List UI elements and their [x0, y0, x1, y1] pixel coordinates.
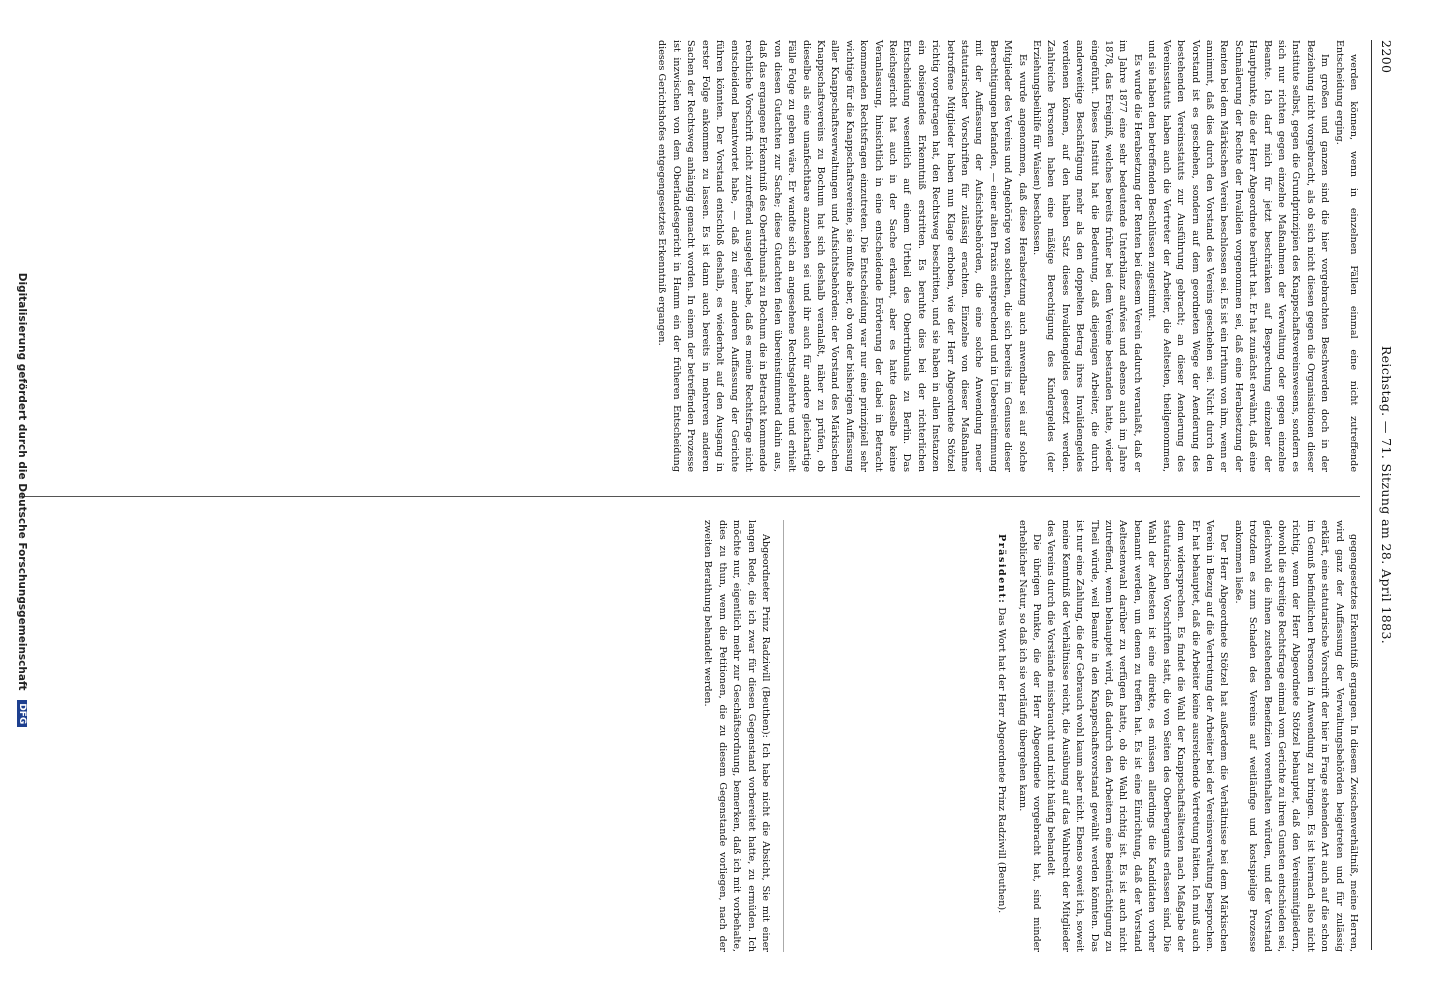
paragraph: Es wurde die Herabsetzung der Renten bei diesem Verein dadurch veranlaßt, daß er im Jahre 1877 eine sehr bedeutende Unterbilanz aufwies und ebenso auch im Jahre 1878, das Ereigniß, welches bereits früher bei dem Vereine bestanden hatte, wieder eingeführt. Dieses Institut hat die Bedeutung, daß diejenigen Arbeiter, die durch anderweitige Beschäftigung mehr als den doppelten Betrag ihres Invalidengeldes verdienen können, auf den halben Satz dieses Invalidengeldes gesetzt werden. Zahlreiche Personen haben eine mäßige Berechtigung des Kindergeldes (der Erziehungsbeihilfe für Waisen) beschlossen. — [1031, 40, 1143, 472]
paragraph: werden können, wenn in einzelnen Fällen einmal eine nicht zutreffende Entscheidung erging. — [1333, 40, 1359, 472]
paragraph: Die übrigen Punkte, die der Herr Abgeordnete vorgebracht hat, sind minder erheblicher Natur, so daß ich sie vorläufig übergehen kann. — [1016, 520, 1043, 952]
page-title: Reichstag. — 71. Sitzung am 28. April 1883. — [1379, 345, 1394, 645]
header-rule — [1371, 40, 1372, 950]
digitization-footer — [4, 0, 28, 1000]
speaker-text: Das Wort hat der Herr Abgeordnete Prinz Radziwill (Beuthen). — [996, 607, 1008, 914]
page-number: 2200 — [1379, 40, 1394, 74]
page-header — [1372, 40, 1394, 950]
paragraph: Es wurde angenommen, daß diese Herabsetzung auch anwendbar sei auf solche Mitglieder des Vereins und Angehörige von solchen, die sich bereits im Genusse dieser Berechtigungen befanden, — einer alten Praxis entsprechend und in Uebereinstimmung mit der Auffassung der Aufsichtsbehörden, die eine solche Anwendung neuer statutarischer Vorschriften für zulässig erachten. Einzelne von dieser Maßnahme betroffene Mitglieder haben nun Klage erhoben, wie der Herr Abgeordnete Stötzel richtig vorgetragen hat, den Rechtsweg beschritten, und sie haben in allen Instanzen ein obsiegendes Erkenntniß erstritten. Es beruhte dies bei der richterlichen Entscheidung wesentlich auf einem Urtheil des Obertribunals zu Berlin. Das Reichsgericht hat auch in der Sache erkannt, aber es hatte dasselbe keine Veranlassung, hinsichtlich in eine entscheidende Erörterung der dabei in Betracht kommenden Rechtsfragen einzutreten. Die Entscheidung war nur eine prinzipiell sehr wichtige für die Knappschaftsvereine, sie mußte aber, ob von der bisherigen Auffassung aller Knappschaftsverwaltungen und Aufsichtsbehörden: der Vorstand des Märkischen Knappschaftsvereins zu Bochum hat sich deshalb veranlaßt, näher zu prüfen, ob dieselbe als eine unanfechtbare anzusehen sei und ihr auch für andere gleichartige Fälle Folge zu geben wäre. Er wandte sich an angesehene Rechtsgelehrte und erhielt von diesen Gutachten zur Sache; diese Gutachten fielen übereinstimmend dahin aus, daß das ergangene Erkenntniß des Obertribunals zu Bochum die in Betracht kommende rechtliche Vorschrift nicht zutreffend ausgelegt habe, daß es meine Rechtsfrage nicht entscheidend beantwortet habe, — daß zu einer anderen Auffassung der Gerichte führen könnten. Der Vorstand entschloß deshalb, es wiederholt auf den Ausgang in erster Folge ankommen zu lassen. Es ist dann auch bereits in mehreren anderen Sachen der Rechtsweg anhängig gemacht worden. In einem der betreffenden Prozesse ist inzwischen von dem Oberlandesgericht in Hamm ein der früheren Entscheidung dieses Gerichtshofes entgegengesetztes Erkenntniß ergangen. — [656, 40, 1028, 472]
text-column-left — [12, 40, 1360, 472]
paragraph: Im großen und ganzen sind die hier vorgebrachten Beschwerden doch in der Beziehung nicht vorgebracht, als ob sich nicht diesen gegen die Organisationen dieser Institute selbst, gegen die Grundprinzipien des Knappschaftsvereinswesens, sondern es sich nur richten gegen einzelne Maßnahmen der Verwaltung oder gegen einzelne Beamte. Ich darf mich für jetzt beschränken auf Besprechung einzelner der Hauptpunkte, die der Herr Abgeordnete berührt hat. Er hat zunächst erwähnt, daß eine Schmälerung der Rechte der Invaliden vorgenommen sei, daß eine Herabsetzung der Renten bei dem Märkischen Verein beschlossen sei. Es ist ein Irrthum von ihm, wenn er annimmt, daß dies durch den Vorstand des Vereins geschehen sei. Nicht durch den Vorstand ist es geschehen, sondern auf dem geordneten Wege der Aenderung des bestehenden Vereinsstatuts zur Ausführung gebracht; an dieser Aenderung des Vereinsstatuts haben auch die Vertreter der Arbeiter, die Aeltesten, theilgenommen, und sie haben den betreffenden Beschlüssen zugestimmt. — [1146, 40, 1331, 472]
column-divider — [20, 496, 1360, 497]
footer-text: Digitalisierung gefördert durch die Deutsche Forschungsgemeinschaft — [16, 272, 28, 691]
paragraph: Abgeordneter Prinz Radziwill (Beuthen): Ich habe nicht die Absicht, Sie mit einer langen Rede, die ich zwar für diesen Gegenstand vorbereitet hatte, zu ermüden. Ich möchte nur, eigentlich mehr zur Geschäftsordnung, bemerken, daß ich mit vorbehalte, dies zu thun, wenn die Petitionen, die zu diesem Gegenstande vorliegen, nach der zweiten Berathung behandelt werden. — [702, 520, 771, 952]
paragraph: gegengesetztes Erkenntniß ergangen. In diesem Zwischenverhältniß, meine Herren, wird ganz der Auffassung der Verwaltungsbehörden beigetreten und für zulässig erklärt, eine statutarische Vorschrift der hier in Frage stehenden Art auch auf die schon im Genuß befindlichen Personen in Anwendung zu bringen. Es ist hiernach also nicht richtig, wenn der Herr Abgeordnete Stötzel behauptet, daß den Vereinsmitgliedern, obwohl die streitige Rechtsfrage einmal vom Gerichte zu ihren Gunsten entschieden sei, gleichwohl die ihnen zustehenden Benefizien vorenthalten würden, und der Vorstand trotzdem es zum Schaden des Vereins auf weitläufige und kostspielige Prozesse ankommen ließe. — [1232, 520, 1359, 952]
speaker-paragraph — [994, 520, 1008, 952]
text-column-right-continued — [572, 520, 772, 952]
section-rule — [783, 520, 784, 952]
dfg-logo: DFG — [17, 700, 27, 727]
speaker-name: Präsident: — [996, 534, 1008, 605]
paragraph: Der Herr Abgeordnete Stötzel hat außerdem die Verhältnisse bei dem Märkischen Verein in Bezug auf die Vertretung der Arbeiter bei der Vereinsverwaltung besprochen. Er hat behauptet, daß die Arbeiter keine ausreichende Vertretung hätten. Ich muß auch dem widersprechen. Es findet die Wahl der Knappschaftsältesten nach Maßgabe der statutarischen Vorschriften statt, die von Seiten des Oberbergamts erlassen sind. Die Wahl der Aeltesten ist eine direkte, es müssen allerdings die Kandidaten vorher benannt werden, um denen zu treffen hat. Es ist eine Einrichtung, daß der Vorstand Aeltestenwahl darüber zu verfügen hatte, ob die Wahl richtig ist. Es ist auch nicht zutreffend, wenn behauptet wird, daß dadurch den Arbeitern eine Beeinträchtigung zu Theil würde, weil Beamte in den Knappschaftsvorstand gewählt werden könnten. Das ist nur eine Zahlung, die der Gebrauch wohl kaum aber nicht. Ebenso soweit ich, soweit meine Kenntniß der Verhältnisse reicht, die Ausübung auf das Wahlrecht der Mitglieder des Vereins durch die Vorstände missbraucht und nicht häufig behandelt — [1045, 520, 1230, 952]
text-column-right — [780, 520, 1360, 952]
